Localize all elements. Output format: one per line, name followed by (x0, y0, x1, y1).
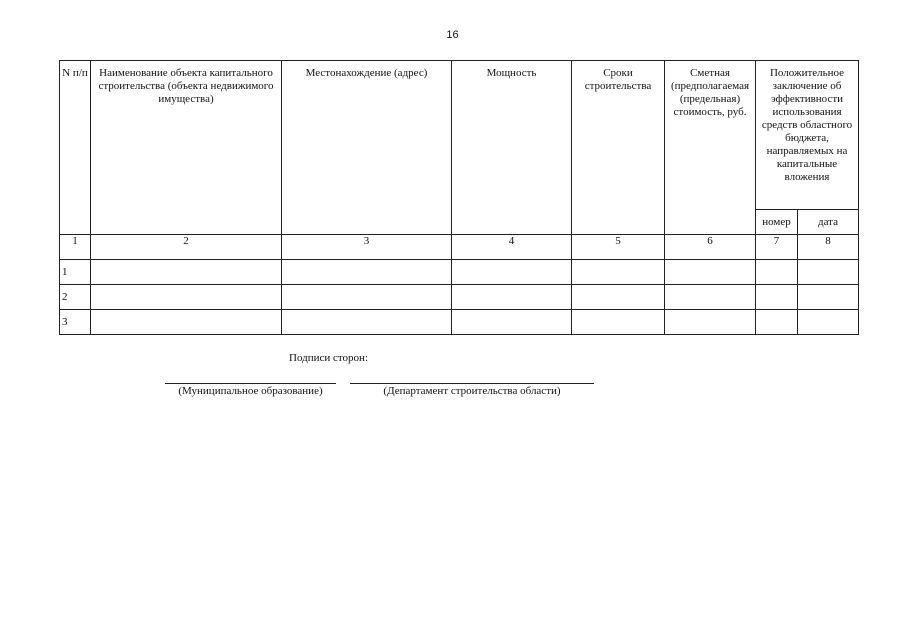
signature-line-municipality (165, 383, 336, 384)
header-conclusion-number: номер (756, 210, 798, 235)
table-cell (572, 260, 665, 285)
table-cell (572, 285, 665, 310)
table-cell (282, 310, 452, 335)
table-row (60, 310, 859, 335)
header-object-name: Наименование объекта капитального строительства (объекта недвижимого имущества) (91, 61, 282, 235)
table-cell (452, 260, 572, 285)
table-cell (91, 310, 282, 335)
table-cell (756, 285, 798, 310)
table-cell (452, 310, 572, 335)
table-cell (798, 285, 859, 310)
row-number: 1 (60, 260, 91, 285)
column-number: 5 (572, 235, 665, 260)
table-cell (282, 260, 452, 285)
header-row (60, 61, 859, 210)
column-number-row (60, 235, 859, 260)
signature-line-department (350, 383, 594, 384)
signatures-title: Подписи сторон: (289, 352, 369, 364)
table-cell (798, 260, 859, 285)
header-capacity: Мощность (452, 61, 572, 235)
column-number: 6 (665, 235, 756, 260)
signature-caption-department: (Департамент строительства области) (383, 385, 561, 397)
column-number: 8 (798, 235, 859, 260)
row-number: 2 (60, 285, 91, 310)
row-number: 3 (60, 310, 91, 335)
table-cell (756, 260, 798, 285)
table-cell (91, 260, 282, 285)
table-cell (665, 260, 756, 285)
header-construction-terms: Сроки строительства (572, 61, 665, 235)
column-number: 7 (756, 235, 798, 260)
table-cell (452, 285, 572, 310)
header-positive-conclusion: Положительное заключение об эффективности использования средств областного бюджета, направляемых на капитальные вложения (756, 61, 859, 210)
header-conclusion-date: дата (798, 210, 859, 235)
table-row (60, 285, 859, 310)
column-number: 2 (91, 235, 282, 260)
column-number: 1 (60, 235, 91, 260)
table-cell (798, 310, 859, 335)
column-number: 3 (282, 235, 452, 260)
table-cell (665, 285, 756, 310)
table-cell (572, 310, 665, 335)
table-cell (665, 310, 756, 335)
header-n: N п/п (60, 61, 91, 235)
header-estimated-cost: Сметная (предполагаемая (предельная) стоимость, руб. (665, 61, 756, 235)
table-cell (756, 310, 798, 335)
table-cell (282, 285, 452, 310)
signature-caption-municipality: (Муниципальное образование) (178, 385, 323, 397)
header-location: Местонахождение (адрес) (282, 61, 452, 235)
table-row (60, 260, 859, 285)
capital-construction-table (59, 60, 859, 335)
page-number: 16 (446, 29, 459, 41)
table-cell (91, 285, 282, 310)
column-number: 4 (452, 235, 572, 260)
